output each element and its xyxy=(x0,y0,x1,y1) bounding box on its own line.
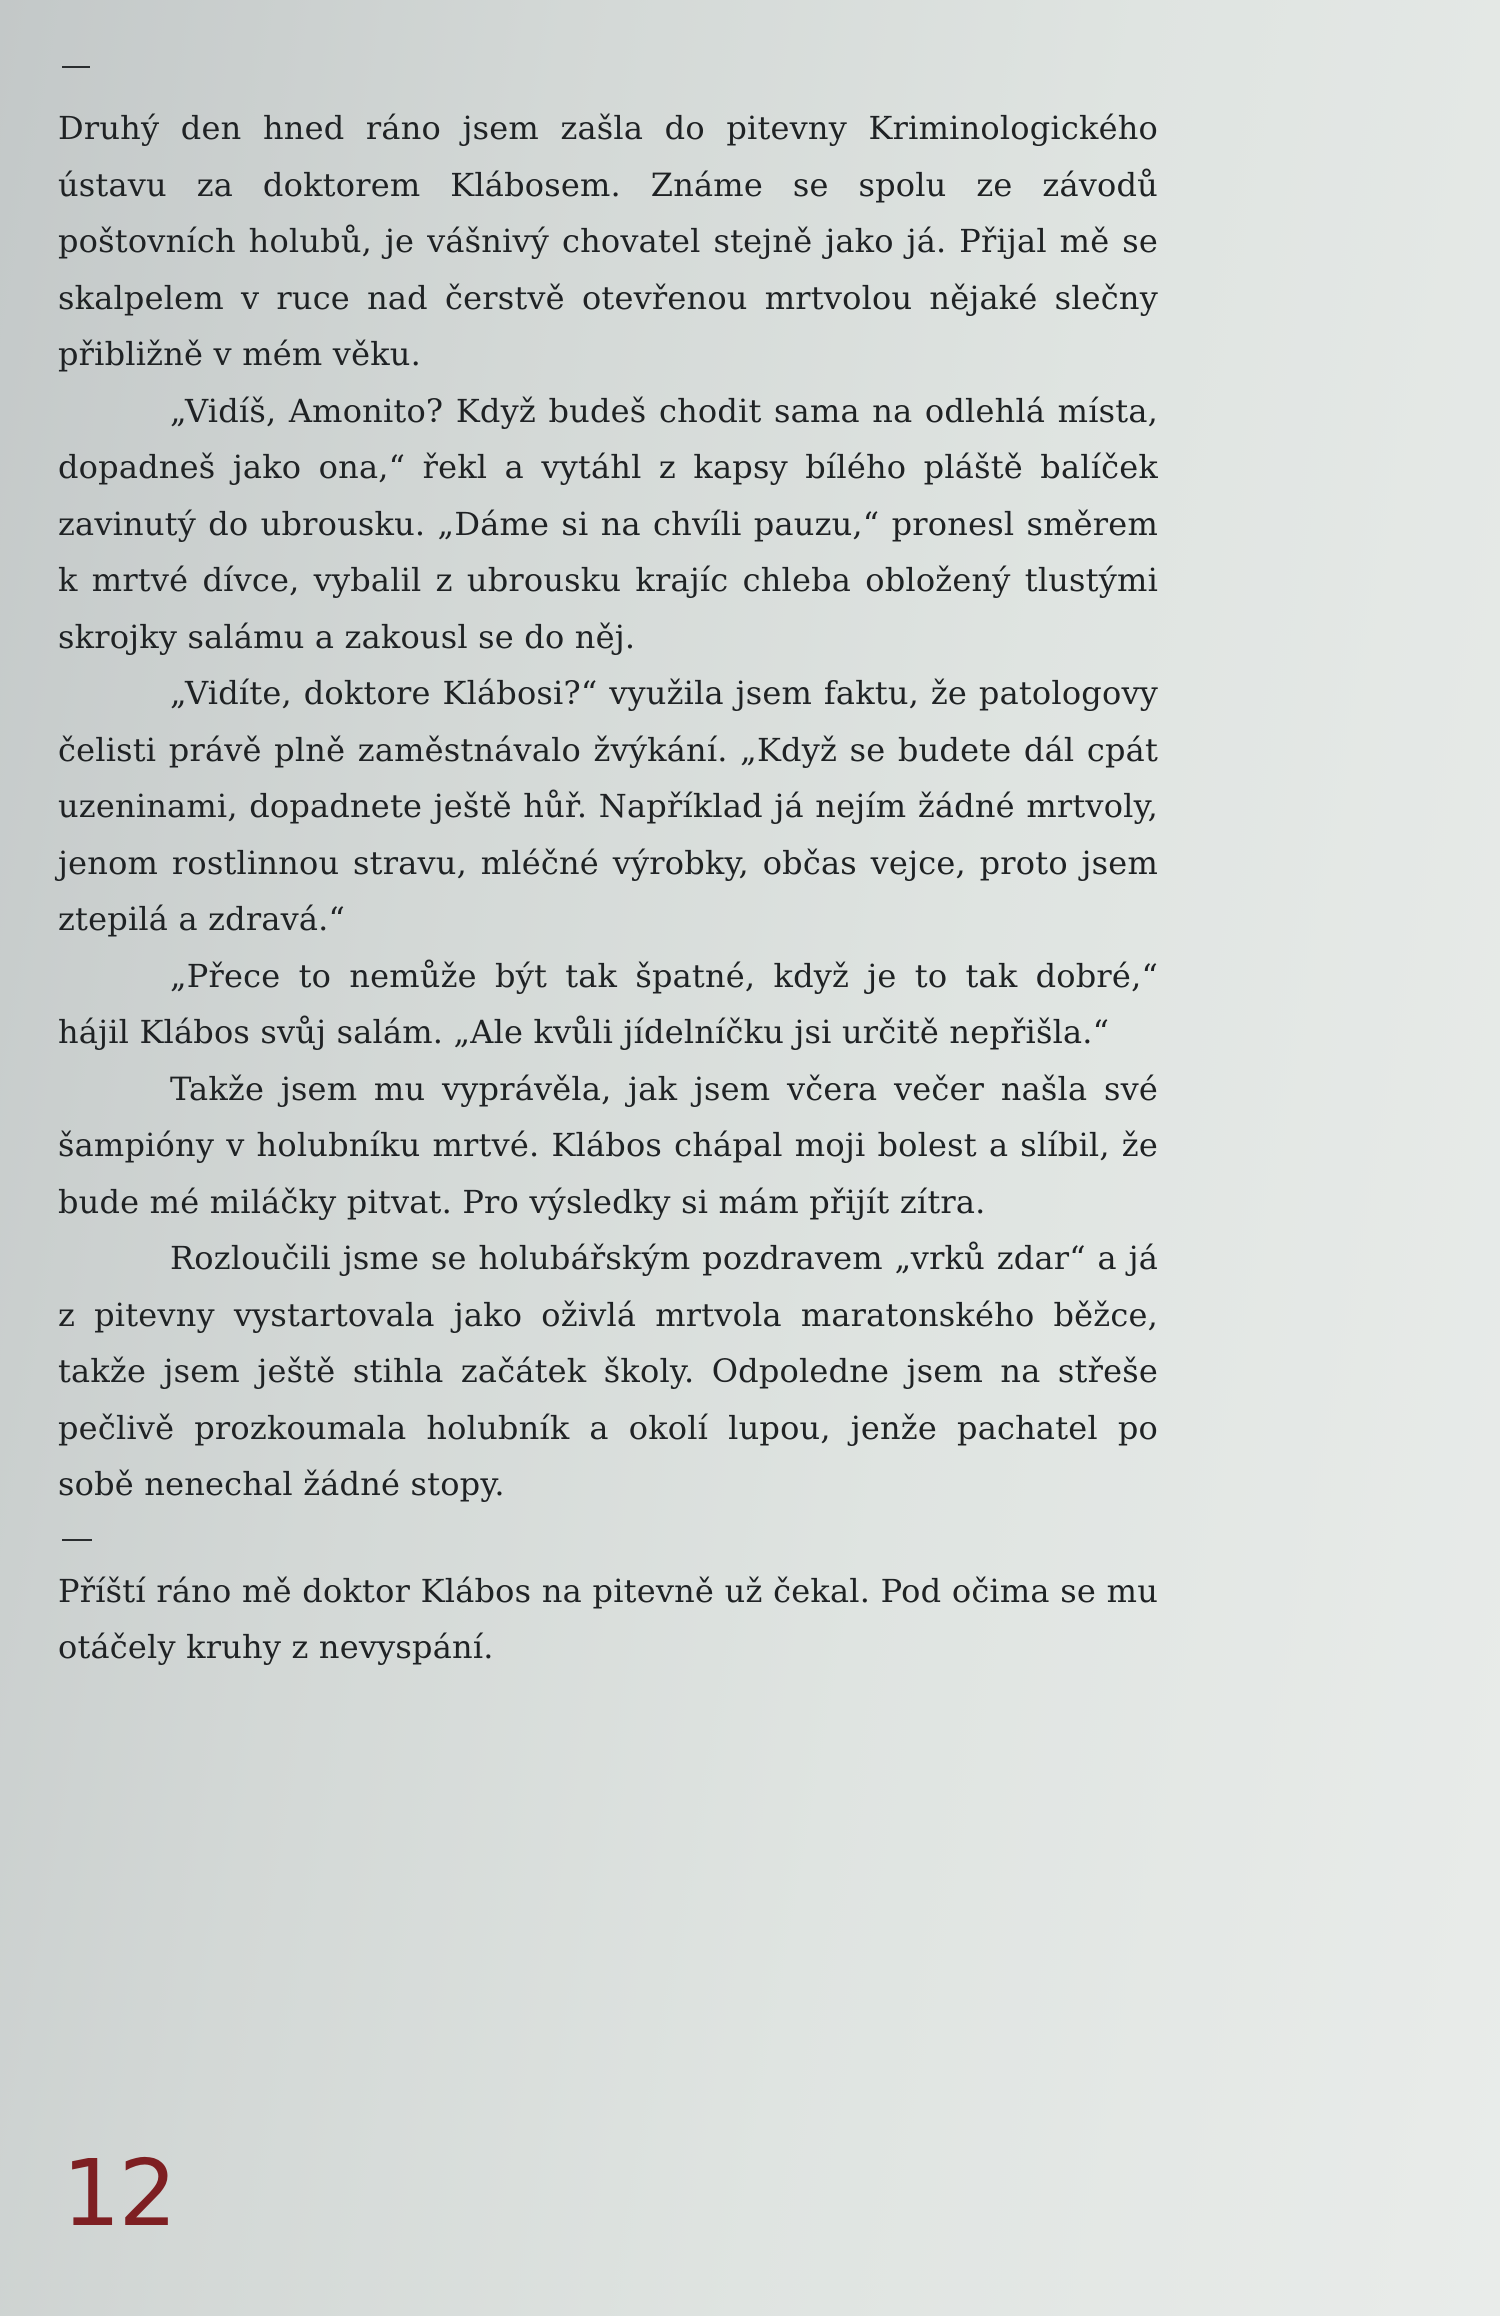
paragraph-1: Druhý den hned ráno jsem zašla do pitevny Kriminologického ústavu za doktorem Klábosem. Známe se spolu ze závodů poštovních holubů, je vášnivý chovatel stejně jako já. Přijal mě se skalpelem v ruce nad čerstvě otevřenou mrtvolou nějaké slečny přibližně v mém věku. xyxy=(58,109,1158,373)
page-number: 12 xyxy=(62,2140,176,2247)
body-text xyxy=(58,100,1158,1676)
paragraph-2: „Vidíš, Amonito? Když budeš chodit sama na odlehlá místa, dopadneš jako ona,“ řekl a vytáhl z kapsy bílého pláště balíček zavinutý do ubrousku. „Dáme si na chvíli pauzu,“ pronesl směrem k mrtvé dívce, vybalil z ubrousku krajíc chleba obložený tlustými skrojky salámu a zakousl se do něj. xyxy=(58,391,1158,656)
paragraph-6: Rozloučili jsme se holubářským pozdravem „vrků zdar“ a já z pitevny vystartovala jako oživlá mrtvola maratonského běžce, takže jsem ještě stihla začátek školy. Odpoledne jsem na střeše pečlivě prozkoumala holubník a okolí lupou, jenže pachatel po sobě nenechal žádné stopy. xyxy=(58,1239,1158,1503)
paragraph-5: Takže jsem mu vyprávěla, jak jsem včera večer našla své šampióny v holubníku mrtvé. Klábos chápal moji bolest a slíbil, že bude mé miláčky pitvat. Pro výsledky si mám přijít zítra. xyxy=(58,1069,1158,1221)
section-dash-top xyxy=(62,66,90,68)
section-dash-middle xyxy=(62,1539,92,1541)
paragraph-3: „Vidíte, doktore Klábosi?“ využila jsem faktu, že patologovy čelisti právě plně zaměstnávalo žvýkání. „Když se budete dál cpát uzeninami, dopadnete ještě hůř. Například já nejím žádné mrtvoly, jenom rostlinnou stravu, mléčné výrobky, občas vejce, proto jsem ztepilá a zdravá.“ xyxy=(58,674,1158,938)
paragraph-4: „Přece to nemůže být tak špatné, když je to tak dobré,“ hájil Klábos svůj salám. „Ale kvůli jídelníčku jsi určitě nepřišla.“ xyxy=(58,956,1158,1051)
paragraph-7: Příští ráno mě doktor Klábos na pitevně už čekal. Pod očima se mu otáčely kruhy z nevyspání. xyxy=(58,1571,1158,1666)
